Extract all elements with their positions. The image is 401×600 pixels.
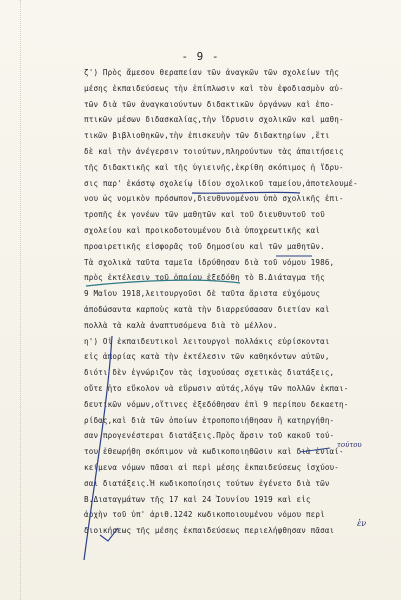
text-line: δὲ καὶ τὴν ἀνέγερσιν τοιούτων,πληρούντων τὰς ἀπαιτήσεις bbox=[84, 147, 344, 156]
text-line: μέσης ἐκπαιδεύσεως τὴν ἐπίπλωσιν καὶ τὸν ἐφοδιασμὸν αὐ- bbox=[84, 83, 344, 93]
handwritten-note-2: ἐν bbox=[357, 519, 367, 528]
handwritten-note-1: τούτου bbox=[337, 441, 362, 449]
text-line: σχολείου καὶ προικοδοτουμένου διὰ ὑποχρεωτικῆς καὶ bbox=[84, 226, 321, 235]
text-line: τῆς διδακτικῆς καὶ τῆς ὑγιεινῆς,ἐκρίθη σκόπιμος ἡ ἵδρυ- bbox=[84, 162, 344, 172]
text-line: Β.Διαταγμάτων τῆς 17 καὶ 24 Ἰουνίου 1919 καὶ εἰς bbox=[84, 494, 311, 504]
text-line: οὔτε ἦτο εὔκολον νὰ εὕρωσιν αὐτάς,λόγῳ τῶν πολλῶν ἐκπαι- bbox=[84, 384, 349, 393]
text-line: δευτικῶν νόμων,οἵτινες ἐξεδόθησαν ἐπὶ 9 περίπου δεκαετη- bbox=[84, 399, 349, 409]
text-line: σαι διατάξεις.Ἡ κωδικοποίησις τούτων ἐγένετο διὰ τῶν bbox=[84, 478, 330, 488]
text-line: η') Οἱ ἐκπαιδευτικοὶ λειτουργοὶ πολλάκις εὑρίσκονται bbox=[84, 336, 330, 346]
text-line: πρὸς ἐκτέλεσιν τοῦ ὁποίου ἐξεδόθη τὸ Β.Διάταγμα τῆς bbox=[84, 273, 325, 283]
text-line: τροπῆς ἐκ γονέων τῶν μαθητῶν καὶ τοῦ διευθυντοῦ τοῦ bbox=[84, 210, 325, 220]
text-line: τῶν διὰ τῶν ἀναγκαιούντων διδακτικῶν ὀργάνων καὶ ἐπο- bbox=[84, 99, 335, 109]
page-number: - 9 - bbox=[181, 50, 220, 63]
text-line: διότι δὲν ἐγνώριζον τὰς ἰσχυούσας σχετικὰς διατάξεις, bbox=[84, 368, 335, 378]
text-line: διοικήσεως τῆς μέσης ἐκπαιδεύσεως περιελήφθησαν πᾶσαι bbox=[84, 526, 335, 536]
text-line: σις παρ' ἑκάστῳ σχολείῳ ἰδίου σχολικοῦ ταμείου,ἀποτελουμέ- bbox=[84, 178, 358, 188]
text-line: του ἐθεωρήθη σκόπιμον νὰ κωδικοποιηθῶσιν καὶ διὰ ἑνιαί- bbox=[84, 447, 344, 457]
text-line: νου ὡς νομικὸν πρόσωπον,διευθυνομένου ὑπὸ σχολικῆς ἐπι- bbox=[84, 194, 344, 204]
text-line: Τὰ σχολικὰ ταῦτα ταμεῖα ἱδρύθησαν διὰ τοῦ νόμου 1986, bbox=[84, 257, 335, 267]
text-line: ρίδας,καὶ διὰ τῶν ὁποίων ἐτροποποιήθησαν ἢ κατηργήθη- bbox=[84, 415, 335, 425]
text-line: κείμενα νόμων πᾶσαι αἱ περὶ μέσης ἐκπαιδεύσεως ἰσχύου- bbox=[84, 463, 339, 472]
text-line: ἀποδώσαντα καρποὺς κατὰ τὴν διαρρεύσασαν διετίαν καὶ bbox=[84, 305, 330, 314]
text-line: ἀρχὴν τοῦ ὑπ' ἀριθ.1242 κωδικοποιουμένου νόμου περὶ bbox=[84, 510, 325, 520]
text-line: σαν προγενέστεραι διατάξεις.Πρὸς ἄρσιν τοῦ κακοῦ τού- bbox=[84, 431, 335, 441]
text-line: προαιρετικῆς εἰσφορᾶς τοῦ δημοσίου καὶ τῶν μαθητῶν. bbox=[84, 241, 325, 251]
text-line: πολλὰ τὰ καλὰ ἀναπτυσόμενα διὰ τὸ μέλλον. bbox=[84, 320, 278, 330]
text-line: 9 Μαΐου 1918,λειτουργοῦσι δὲ ταῦτα ἄριστα εὐχόμους bbox=[84, 289, 321, 299]
text-line: τικῶν βιβλιοθηκῶν,τὴν ἐπισκευὴν τῶν διδακτηρίων ,ἔτι bbox=[84, 131, 330, 141]
text-line: ζ') Πρὸς ἄμεσον θεραπείαν τῶν ἀναγκῶν τῶν σχολείων τῆς bbox=[84, 68, 339, 77]
text-line: εἰς ἀπορίας κατὰ τὴν ἐκτέλεσιν τῶν καθηκόντων αὐτῶν, bbox=[84, 352, 330, 362]
text-line: πτικῶν μέσων διδασκαλίας,τὴν ἵδρυσιν σχολικῶν καὶ μαθη- bbox=[84, 115, 344, 125]
